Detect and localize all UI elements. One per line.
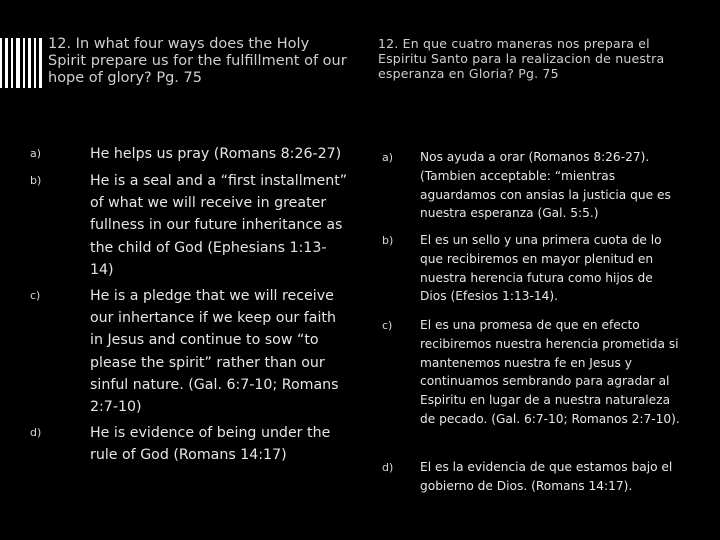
list-item-text: El es la evidencia de que estamos bajo el gobierno de Dios. (Romans 14:17). bbox=[420, 460, 673, 493]
list-item-text: El es un sello y una primera cuota de lo que recibiremos en mayor plenitud en nuestra herencia futura como hijos de Dios (Efesios 1:13-14). bbox=[420, 233, 662, 304]
list-marker: d) bbox=[30, 426, 42, 439]
list-item-text: El es una promesa de que en efecto recibiremos nuestra herencia prometida si mantenemos nuestra fe en Jesus y continuamos sembrando para agradar al Espiritu en lugar de a nuestra naturaleza de pecado. (Gal. 6:7-10; Romanos 2:7-10). bbox=[420, 318, 680, 426]
spanish-question-title: 12. En que cuatro maneras nos prepara el Espiritu Santo para la realizacion de nuestra esperanza en Gloria? Pg. 75 bbox=[378, 36, 665, 81]
list-item-text: He helps us pray (Romans 8:26-27) bbox=[90, 146, 342, 162]
list-marker: c) bbox=[382, 319, 393, 332]
list-marker: a) bbox=[382, 151, 394, 164]
list-item-text: He is a pledge that we will receive our inhertance if we keep our faith in Jesus and continue to sow “to please the spirit” rather than our sinful nature. (Gal. 6:7-10; Romans 2:7-10) bbox=[90, 288, 339, 416]
english-question-title: 12. In what four ways does the Holy Spirit prepare us for the fulfillment of our hope of glory? Pg. 75 bbox=[48, 36, 347, 86]
list-item-text: Nos ayuda a orar (Romanos 8:26-27). (Tambien acceptable: “mientras aguardamos con ansias la justicia que es nuestra esperanza (Gal. 5:5.) bbox=[420, 150, 671, 221]
list-marker: b) bbox=[30, 174, 42, 187]
list-marker: a) bbox=[30, 147, 42, 160]
list-marker: d) bbox=[382, 461, 394, 474]
list-marker: c) bbox=[30, 289, 41, 302]
list-item-text: He is evidence of being under the rule of God (Romans 14:17) bbox=[90, 425, 331, 464]
list-item-text: He is a seal and a “first installment” of what we will receive in greater fullness in our future inheritance as the child of God (Ephesians 1:13-14) bbox=[90, 173, 348, 278]
list-marker: b) bbox=[382, 234, 394, 247]
title-bars-decoration bbox=[0, 38, 44, 88]
